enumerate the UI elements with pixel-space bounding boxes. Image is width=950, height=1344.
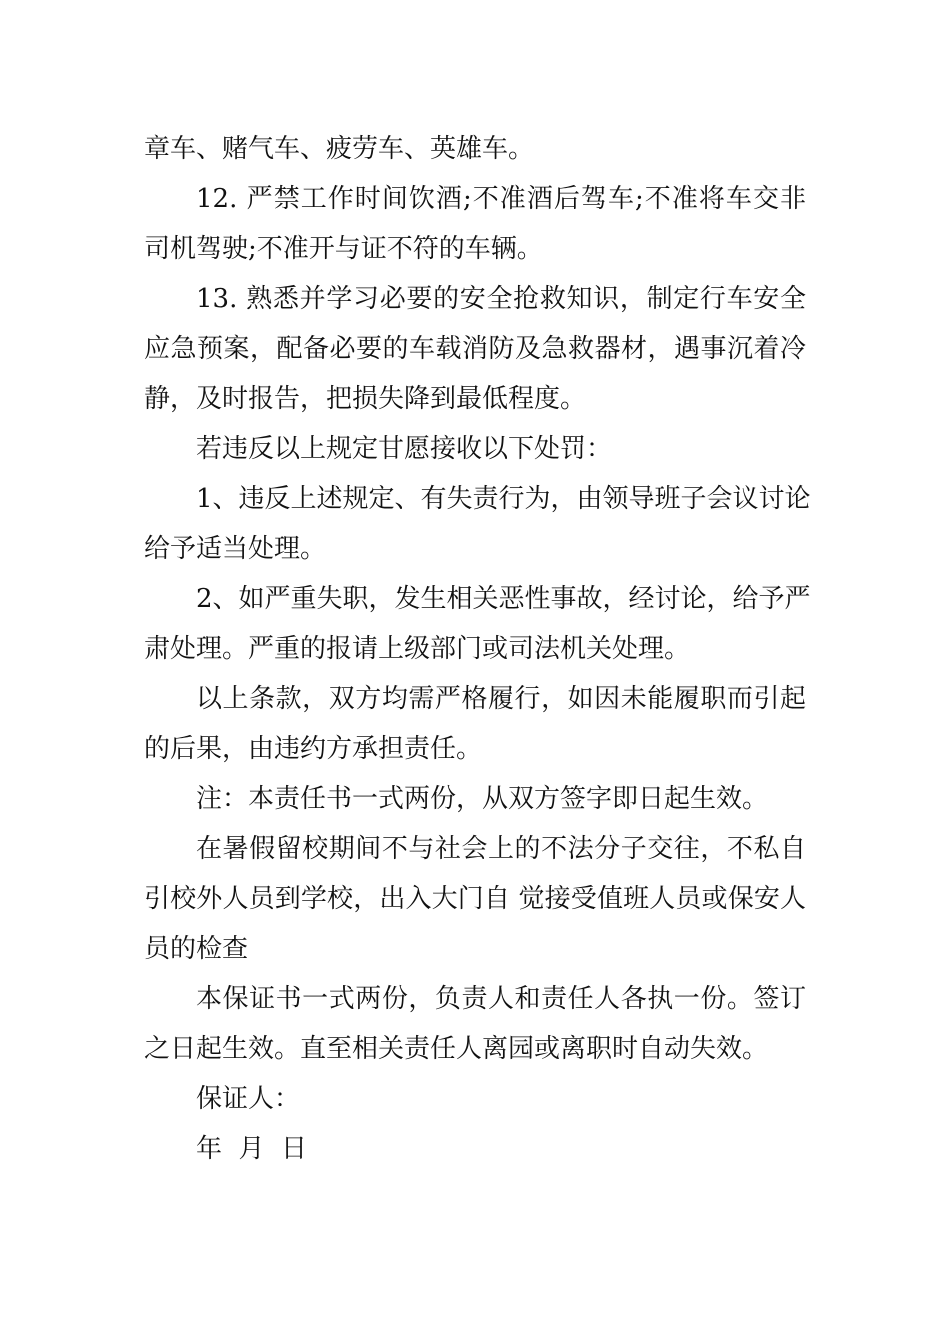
text-line-7: 若违反以上规定甘愿接收以下处罚： bbox=[196, 434, 613, 464]
date-line: 年 月 日 bbox=[196, 1134, 308, 1164]
text-line-19: 之日起生效。直至相关责任人离园或离职时自动失效。 bbox=[144, 1034, 769, 1064]
text-line-1: 章车、赌气车、疲劳车、英雄车。 bbox=[144, 134, 535, 164]
text-line-12: 以上条款，双方均需严格履行，如因未能履职而引起 bbox=[196, 684, 806, 714]
text-line-2: 12. 严禁工作时间饮酒;不准酒后驾车;不准将车交非 bbox=[196, 184, 806, 214]
text-line-16: 引校外人员到学校，出入大门自 觉接受值班人员或保安人 bbox=[144, 884, 806, 914]
text-line-6: 静，及时报告，把损失降到最低程度。 bbox=[144, 384, 587, 414]
text-line-9: 给予适当处理。 bbox=[144, 534, 327, 564]
text-line-18: 本保证书一式两份，负责人和责任人各执一份。签订 bbox=[196, 984, 806, 1014]
text-line-17: 员的检查 bbox=[144, 934, 249, 964]
text-line-15: 在暑假留校期间不与社会上的不法分子交往，不私自 bbox=[196, 834, 806, 864]
text-line-11: 肃处理。严重的报请上级部门或司法机关处理。 bbox=[144, 634, 691, 664]
text-line-14: 注：本责任书一式两份，从双方签字即日起生效。 bbox=[196, 784, 769, 814]
text-line-13: 的后果，由违约方承担责任。 bbox=[144, 734, 483, 764]
text-line-5: 应急预案，配备必要的车载消防及急救器材，遇事沉着冷 bbox=[144, 334, 806, 364]
text-line-10: 2、如严重失职，发生相关恶性事故，经讨论，给予严 bbox=[196, 584, 811, 614]
text-line-8: 1、违反上述规定、有失责行为，由领导班子会议讨论 bbox=[196, 484, 811, 514]
text-line-3: 司机驾驶;不准开与证不符的车辆。 bbox=[144, 234, 543, 264]
text-line-4: 13. 熟悉并学习必要的安全抢救知识，制定行车安全 bbox=[196, 284, 806, 314]
signature-label: 保证人： bbox=[196, 1084, 301, 1114]
